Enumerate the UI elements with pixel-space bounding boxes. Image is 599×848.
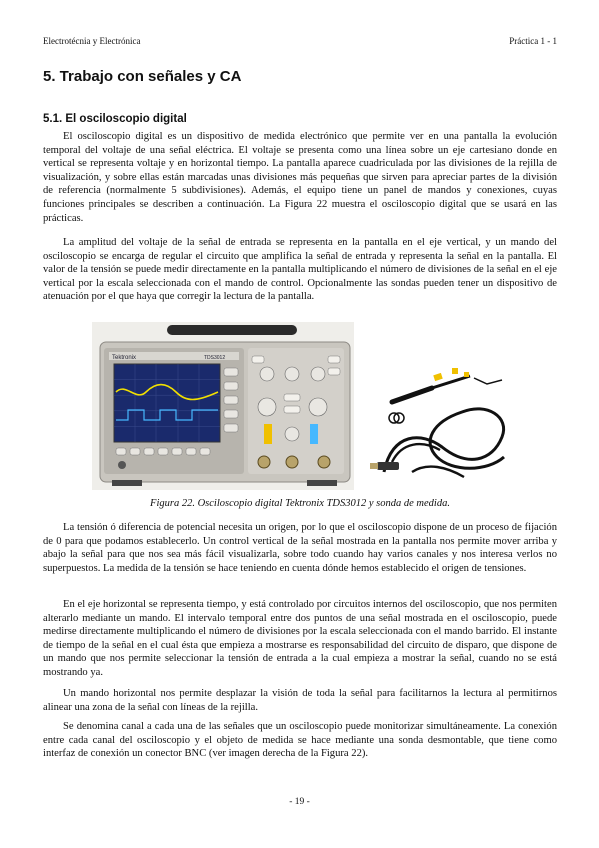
header-right: Práctica 1 - 1	[509, 36, 557, 46]
paragraph: Se denomina canal a cada una de las señales que un osciloscopio puede monitorizar simultáneamente. La conexión entre cada canal del osciloscopio y el objeto de medida se hace mediante una sonda desmontable, que tiene como interfaz de conexión un conector BNC (ver imagen derecha de la Figura 22).	[43, 721, 557, 760]
section-title: 5. Trabajo con señales y CA	[43, 68, 242, 85]
scope-brand: Tektronix	[112, 355, 137, 361]
paragraph: Un mando horizontal nos permite desplazar la visión de toda la señal para facilitarnos la lectura al permitirnos alinear una zona de la señal con líneas de la rejilla.	[43, 688, 557, 713]
oscilloscope-and-probe-image	[92, 322, 512, 490]
header-left: Electrotécnia y Electrónica	[43, 36, 141, 46]
scope-model: TDS3012	[204, 355, 226, 361]
figure-caption: Figura 22. Osciloscopio digital Tektronix TDS3012 y sonda de medida.	[150, 498, 450, 509]
paragraph: La amplitud del voltaje de la señal de entrada se representa en la pantalla en el eje vertical, y un mando del osciloscopio se encarga de regular el circuito que amplifica la señal de entrada y representa la señal en la pantalla. El valor de la tensión se puede medir directamente en la pantalla multiplicando el número de divisiones de la señal en el eje vertical por la escala seleccionada con el mando de control. Opcionalmente las sondas pueden tener un dispositivo de atenuación por el que haya que corregir la lectura de la pantalla.	[43, 237, 557, 303]
probe-image	[370, 368, 504, 477]
page-header	[43, 36, 557, 46]
paragraph: El osciloscopio digital es un dispositivo de medida electrónico que permite ver en una pantalla la evolución temporal del voltaje de una señal eléctrica. El voltaje se presenta como una línea sobre un eje cartesiano donde en vertical se representa voltaje y en horizontal tiempo. La pantalla aparece cuadriculada por las divisiones de la rejilla de visualización, y sobre ellas están marcadas unas divisiones más pequeñas que sirven para apreciar partes de la división de referencia (normalmente 5 subdivisiones). Además, el equipo tiene un panel de mandos y conexiones, cuyas funciones principales se describen a continuación. La Figura 22 muestra el osciloscopio digital que se usará en las prácticas.	[43, 131, 557, 224]
page-number: - 19 -	[289, 797, 310, 807]
paragraph: La tensión ó diferencia de potencial necesita un origen, por lo que el osciloscopio dispone de un proceso de fijación de 0 para que podamos establecerlo. Un control vertical de la señal mostrada en la pantalla nos permite mover arriba y abajo la señal para que nos sea más fácil visualizarla, sobre todo cuando hay varios canales y nos interesa verlos no superpuestos. La medida de la tensión se hace teniendo en cuenta dónde hemos establecido el origen de tensiones.	[43, 522, 557, 574]
paragraph: En el eje horizontal se representa tiempo, y está controlado por circuitos internos del osciloscopio, que nos permiten alterarlo mediante un mando. El intervalo temporal entre dos puntos de una señal mostrada en el osciloscopio, puede medirse directamente multiplicando el número de divisiones por la escala seleccionada con el mando barrido. El instante de tiempo de la señal en el cual ésta que empieza a mostrarse es responsabilidad del circuito de disparo, que dispone de un mando que nos permite seleccionar la tensión de entrada a la cual empieza a mostrar la señal, cuando no se está mostrando ya.	[43, 599, 557, 678]
subsection-title: 5.1. El osciloscopio digital	[43, 113, 187, 125]
figure-oscilloscope	[92, 322, 512, 490]
